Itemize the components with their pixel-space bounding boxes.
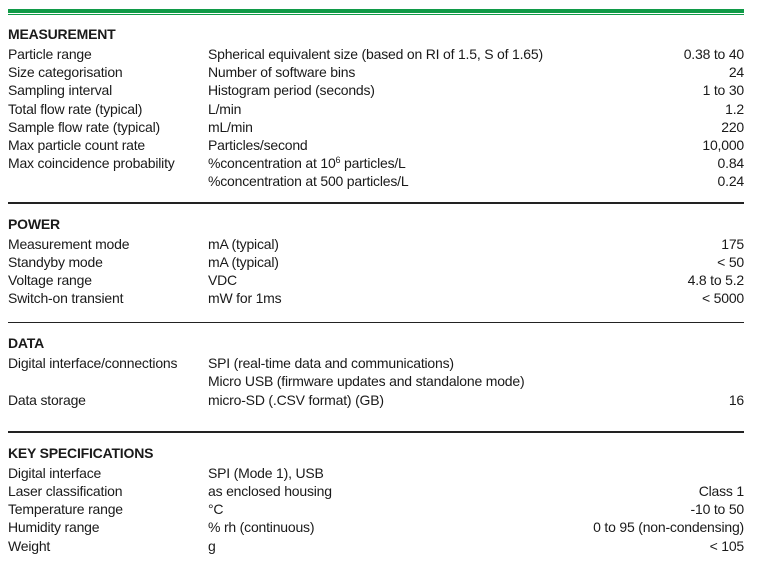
- spec-value: -10 to 50: [690, 501, 744, 518]
- spec-label: [8, 172, 208, 190]
- spec-label: Voltage range: [8, 271, 92, 288]
- spec-value: 16: [728, 391, 744, 408]
- table-row: [8, 500, 744, 518]
- spec-label: Humidity range: [8, 519, 100, 536]
- spec-sheet: [8, 24, 744, 555]
- spec-description: as enclosed housing: [208, 482, 332, 499]
- spec-value: Class 1: [698, 482, 744, 499]
- spec-label: Size categorisation: [8, 64, 123, 81]
- spec-value: 24: [728, 64, 744, 81]
- spec-value: 0.84: [717, 155, 744, 172]
- table-row: [8, 271, 744, 289]
- section-power: [8, 204, 744, 322]
- spec-value: 1 to 30: [702, 82, 744, 99]
- section-title: DATA: [8, 335, 45, 352]
- table-row: [8, 45, 744, 63]
- spec-label: Digital interface/connections: [8, 355, 178, 372]
- spec-description: [208, 154, 718, 172]
- table-row: [8, 354, 744, 372]
- spec-description: SPI (Mode 1), USB: [208, 464, 324, 481]
- spec-description: g: [208, 537, 216, 554]
- spec-description: °C: [208, 501, 224, 518]
- spec-description: Histogram period (seconds): [208, 82, 375, 99]
- spec-value: 10,000: [702, 136, 744, 153]
- spec-description: mA (typical): [208, 253, 279, 270]
- section-title: MEASUREMENT: [8, 26, 116, 42]
- spec-value: 0.24: [717, 173, 744, 190]
- spec-description: Spherical equivalent size (based on RI of 1.5, S of 1.65): [208, 46, 543, 62]
- spec-value: 175: [721, 235, 744, 252]
- table-row: [8, 253, 744, 271]
- spec-description: SPI (real-time data and communications): [208, 355, 454, 372]
- spec-value: 220: [721, 118, 744, 135]
- section-key-specifications: [8, 433, 744, 555]
- table-row: [8, 100, 744, 118]
- spec-label: Digital interface: [8, 464, 102, 481]
- table-row: [8, 172, 744, 190]
- spec-value: 1.2: [725, 100, 744, 117]
- spec-label: Max particle count rate: [8, 136, 146, 153]
- spec-label: Sample flow rate (typical): [8, 118, 160, 135]
- spec-description: Number of software bins: [208, 64, 356, 81]
- section-title: POWER: [8, 215, 60, 232]
- spec-description: VDC: [208, 271, 237, 288]
- spec-label: [8, 372, 208, 390]
- spec-description: % rh (continuous): [208, 519, 315, 536]
- spec-description: Particles/second: [208, 136, 308, 153]
- spec-label: Particle range: [8, 46, 92, 62]
- table-row: [8, 63, 744, 81]
- spec-value: < 50: [717, 253, 744, 270]
- desc-text: particles/L: [340, 155, 406, 172]
- spec-value: 0 to 95 (non-condensing): [593, 519, 744, 536]
- table-row: [8, 235, 744, 253]
- spec-value: < 105: [709, 537, 744, 554]
- spec-value: < 5000: [701, 290, 744, 307]
- superscript-exponent: 6: [335, 155, 341, 166]
- table-row: [8, 518, 744, 536]
- table-row: [8, 391, 744, 409]
- spec-label: Standyby mode: [8, 253, 103, 270]
- header-accent-rule: [8, 9, 744, 13]
- spec-label: Weight: [8, 537, 51, 554]
- section-measurement: [8, 24, 744, 202]
- table-row: [8, 464, 744, 482]
- spec-description: mW for 1ms: [208, 290, 282, 307]
- spec-label: Total flow rate (typical): [8, 100, 143, 117]
- spec-label: Measurement mode: [8, 235, 130, 252]
- table-row: [8, 372, 744, 390]
- table-row: [8, 136, 744, 154]
- spec-description: mA (typical): [208, 235, 279, 252]
- table-row: [8, 289, 744, 307]
- table-row: [8, 537, 744, 555]
- spec-label: Laser classification: [8, 482, 123, 499]
- spec-label: Sampling interval: [8, 82, 112, 99]
- spec-description: Micro USB (firmware updates and standalone mode): [208, 373, 525, 390]
- table-row: [8, 81, 744, 99]
- spec-label: Data storage: [8, 391, 86, 408]
- spec-label: Switch-on transient: [8, 290, 124, 307]
- table-row: [8, 118, 744, 136]
- desc-text: %concentration at 10: [208, 155, 336, 172]
- section-title: KEY SPECIFICATIONS: [8, 444, 154, 461]
- spec-description: L/min: [208, 100, 242, 117]
- spec-description: micro-SD (.CSV format) (GB): [208, 391, 384, 408]
- section-data: [8, 323, 744, 431]
- spec-description: %concentration at 500 particles/L: [208, 173, 409, 190]
- spec-label: Temperature range: [8, 501, 123, 518]
- spec-label: Max coincidence probability: [8, 155, 175, 172]
- spec-description: mL/min: [208, 118, 253, 135]
- table-row: [8, 482, 744, 500]
- table-row: [8, 154, 744, 172]
- spec-value: 4.8 to 5.2: [687, 271, 744, 288]
- spec-value: 0.38 to 40: [683, 46, 744, 62]
